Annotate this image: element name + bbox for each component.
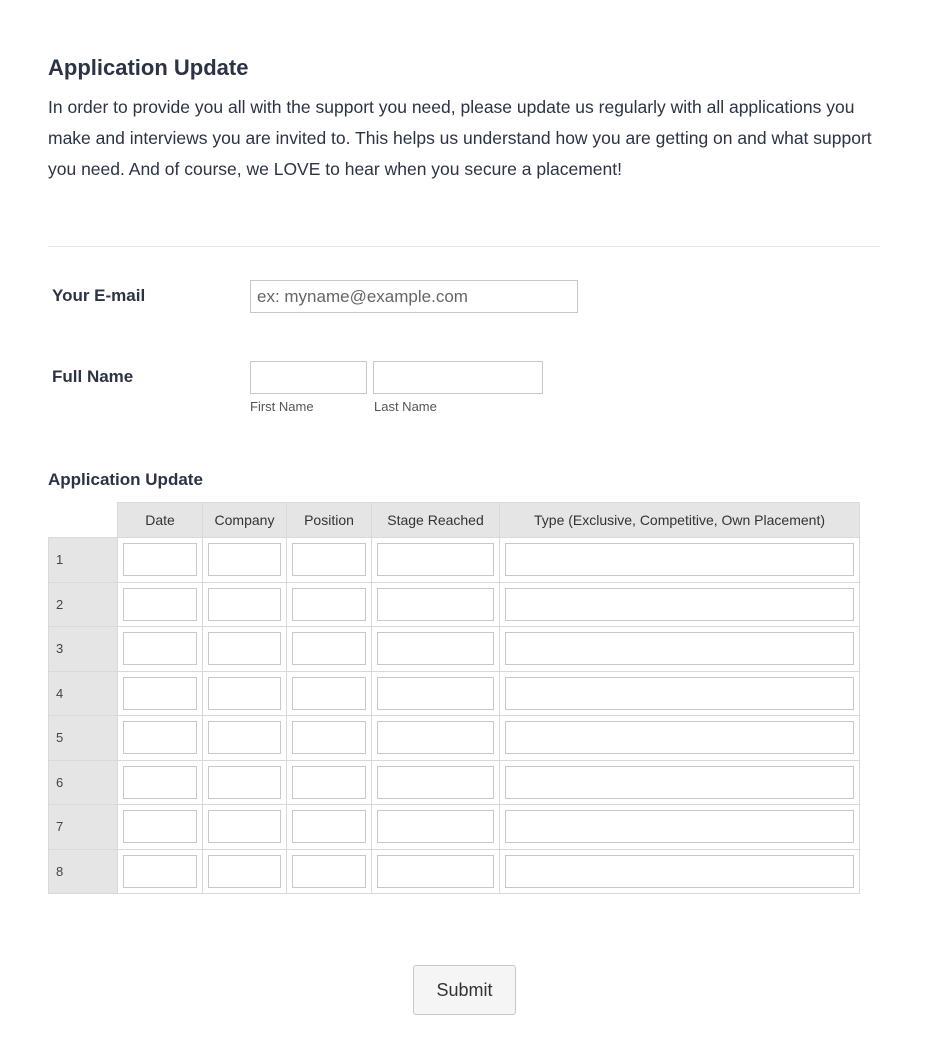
- type-input[interactable]: [505, 766, 854, 799]
- matrix-corner: [49, 503, 118, 538]
- stage-reached-input[interactable]: [377, 766, 494, 799]
- stage-reached-input[interactable]: [377, 543, 494, 576]
- date-input[interactable]: [123, 588, 197, 621]
- stage-reached-input[interactable]: [377, 721, 494, 754]
- company-input[interactable]: [208, 543, 281, 576]
- table-row: [49, 805, 860, 850]
- date-input[interactable]: [123, 543, 197, 576]
- first-name-field[interactable]: [250, 361, 367, 394]
- matrix-title: Application Update: [48, 470, 203, 489]
- type-input[interactable]: [505, 810, 854, 843]
- row-number: 1: [49, 538, 118, 583]
- column-header: Company: [203, 503, 287, 538]
- company-input[interactable]: [208, 855, 281, 888]
- row-number: 2: [49, 582, 118, 627]
- company-input[interactable]: [208, 766, 281, 799]
- date-input[interactable]: [123, 810, 197, 843]
- type-input[interactable]: [505, 677, 854, 710]
- company-input[interactable]: [208, 721, 281, 754]
- stage-reached-input[interactable]: [377, 632, 494, 665]
- table-row: [49, 582, 860, 627]
- position-input[interactable]: [292, 677, 366, 710]
- position-input[interactable]: [292, 543, 366, 576]
- row-number: 8: [49, 849, 118, 894]
- table-row: [49, 716, 860, 761]
- stage-reached-input[interactable]: [377, 855, 494, 888]
- position-input[interactable]: [292, 766, 366, 799]
- date-input[interactable]: [123, 721, 197, 754]
- row-number: 5: [49, 716, 118, 761]
- position-input[interactable]: [292, 810, 366, 843]
- company-input[interactable]: [208, 632, 281, 665]
- row-number: 3: [49, 627, 118, 672]
- submit-button[interactable]: Submit: [413, 965, 516, 1015]
- type-input[interactable]: [505, 721, 854, 754]
- date-input[interactable]: [123, 855, 197, 888]
- last-name-field[interactable]: [373, 361, 543, 394]
- date-input[interactable]: [123, 632, 197, 665]
- position-input[interactable]: [292, 855, 366, 888]
- position-input[interactable]: [292, 632, 366, 665]
- date-input[interactable]: [123, 677, 197, 710]
- row-number: 4: [49, 671, 118, 716]
- form-description: In order to provide you all with the support you need, please update us regularly with all applications you make and interviews you are invited to. This helps us understand how you are getting on and what support you need. And of course, we LOVE to hear when you secure a placement!: [48, 97, 872, 179]
- header-divider: [48, 246, 880, 247]
- company-input[interactable]: [208, 588, 281, 621]
- email-field[interactable]: [250, 280, 578, 313]
- first-name-sublabel: First Name: [250, 399, 314, 414]
- type-input[interactable]: [505, 543, 854, 576]
- table-row: [49, 671, 860, 716]
- table-row: [49, 627, 860, 672]
- email-label: Your E-mail: [52, 286, 146, 305]
- table-row: [49, 538, 860, 583]
- column-header: Position: [287, 503, 372, 538]
- position-input[interactable]: [292, 588, 366, 621]
- form-title: Application Update: [48, 55, 249, 80]
- company-input[interactable]: [208, 810, 281, 843]
- column-header: Stage Reached: [372, 503, 500, 538]
- column-header: Type (Exclusive, Competitive, Own Placement): [500, 503, 860, 538]
- type-input[interactable]: [505, 588, 854, 621]
- row-number: 6: [49, 760, 118, 805]
- type-input[interactable]: [505, 632, 854, 665]
- column-header: Date: [118, 503, 203, 538]
- date-input[interactable]: [123, 766, 197, 799]
- table-row: [49, 849, 860, 894]
- stage-reached-input[interactable]: [377, 677, 494, 710]
- matrix-header-row: [49, 503, 860, 538]
- type-input[interactable]: [505, 855, 854, 888]
- company-input[interactable]: [208, 677, 281, 710]
- table-row: [49, 760, 860, 805]
- last-name-sublabel: Last Name: [374, 399, 437, 414]
- application-matrix: [48, 502, 860, 894]
- stage-reached-input[interactable]: [377, 810, 494, 843]
- stage-reached-input[interactable]: [377, 588, 494, 621]
- row-number: 7: [49, 805, 118, 850]
- full-name-label: Full Name: [52, 367, 134, 386]
- position-input[interactable]: [292, 721, 366, 754]
